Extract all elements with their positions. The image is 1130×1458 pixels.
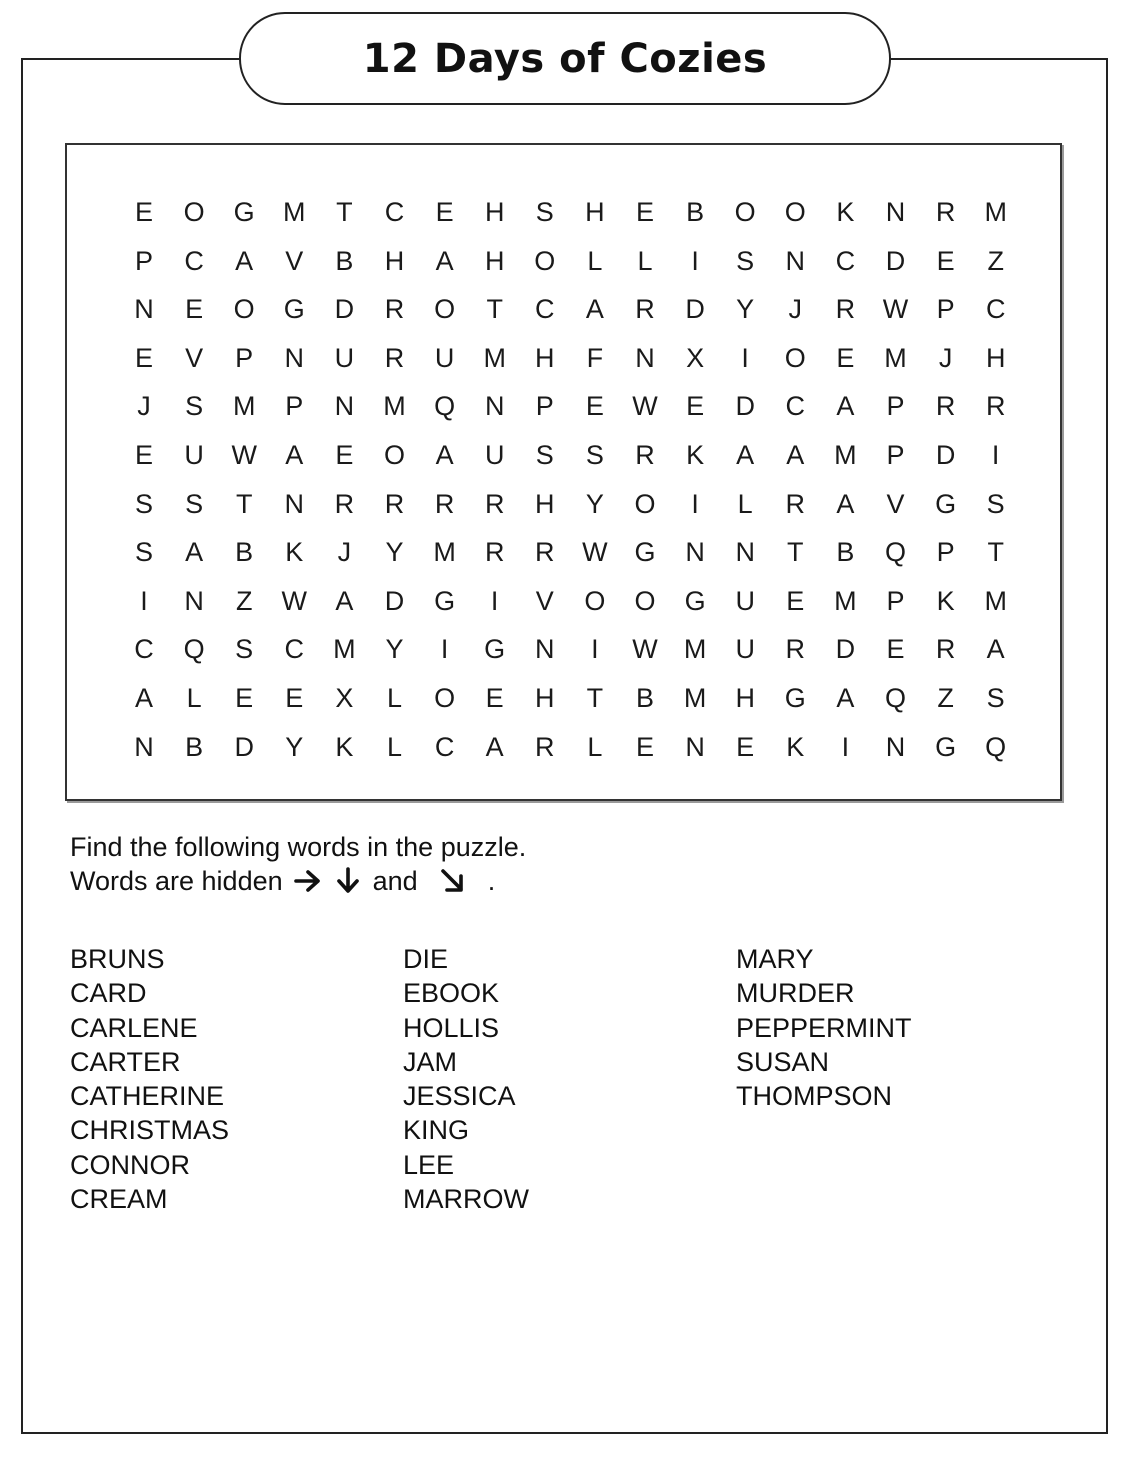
grid-letter: H <box>985 342 1006 373</box>
grid-letter: M <box>884 342 907 373</box>
grid-letter: D <box>685 294 705 325</box>
grid-letter: M <box>283 197 306 227</box>
letter-grid <box>67 145 1060 799</box>
grid-letter: Y <box>285 731 304 762</box>
grid-letter: P <box>936 294 955 325</box>
grid-letter: P <box>535 391 554 422</box>
grid-letter: R <box>334 488 355 519</box>
word-item: CARD <box>70 978 147 1009</box>
grid-letter: N <box>685 731 705 762</box>
grid-letter: Y <box>385 537 404 568</box>
grid-letter: S <box>736 245 755 276</box>
grid-letter: I <box>741 342 749 373</box>
grid-letter: P <box>886 440 905 470</box>
grid-letter: X <box>335 683 354 713</box>
grid-letter: U <box>434 342 455 373</box>
grid-letter: S <box>134 488 153 519</box>
puzzle-grid-box <box>65 143 1062 801</box>
grid-letter: C <box>835 245 856 276</box>
grid-letter: N <box>735 537 755 568</box>
grid-letter: H <box>735 683 755 713</box>
instructions-line-1: Find the following words in the puzzle. <box>70 832 527 862</box>
grid-letter: C <box>434 731 455 762</box>
grid-letter: Y <box>736 294 755 325</box>
grid-letter: K <box>686 440 705 470</box>
grid-letter: C <box>535 294 555 325</box>
grid-letter: E <box>235 683 254 713</box>
grid-letter: W <box>582 537 608 568</box>
word-item: HOLLIS <box>403 1012 500 1043</box>
grid-letter: O <box>434 683 456 713</box>
grid-letter: B <box>836 537 855 568</box>
word-item: CONNOR <box>70 1149 190 1180</box>
grid-letter: D <box>835 634 856 665</box>
grid-letter: A <box>435 440 454 470</box>
grid-letter: L <box>587 245 603 276</box>
grid-letter: P <box>134 245 153 276</box>
grid-letter: N <box>484 391 505 422</box>
and-text: and <box>372 866 418 896</box>
word-item: MARROW <box>403 1184 529 1215</box>
grid-letter: L <box>386 731 403 762</box>
grid-letter: R <box>635 440 655 470</box>
grid-letter: L <box>186 683 202 713</box>
grid-letter: C <box>384 197 405 227</box>
grid-letter: Q <box>985 731 1007 762</box>
grid-letter: D <box>885 245 906 276</box>
grid-letter: A <box>836 488 855 519</box>
grid-letter: N <box>334 391 355 422</box>
grid-letter: T <box>787 537 804 568</box>
grid-letter: V <box>886 488 905 519</box>
grid-letter: T <box>586 683 604 713</box>
grid-letter: R <box>384 294 405 325</box>
grid-letter: R <box>535 537 555 568</box>
grid-letter: O <box>383 440 405 470</box>
word-item: MARY <box>736 944 814 974</box>
grid-letter: Y <box>585 488 604 519</box>
grid-letter: M <box>433 537 456 568</box>
grid-letter: M <box>683 683 707 713</box>
grid-letter: B <box>335 245 354 276</box>
grid-letter: A <box>585 294 604 325</box>
grid-letter: L <box>737 488 753 519</box>
grid-letter: O <box>584 585 606 616</box>
grid-letter: G <box>634 537 656 568</box>
grid-letter: K <box>335 731 354 762</box>
grid-letter: T <box>336 197 353 227</box>
grid-letter: E <box>134 342 153 373</box>
grid-letter: Y <box>385 634 404 665</box>
grid-letter: B <box>185 731 204 762</box>
grid-letter: U <box>735 585 755 616</box>
hidden-prefix: Words are hidden <box>70 866 283 896</box>
grid-letter: J <box>938 342 953 373</box>
grid-letter: N <box>685 537 705 568</box>
grid-letter: U <box>735 634 755 665</box>
grid-letter: O <box>434 294 456 325</box>
grid-letter: C <box>134 634 154 665</box>
word-list-column-3 <box>736 942 912 1113</box>
word-item: MURDER <box>736 978 855 1009</box>
grid-letter: C <box>284 634 305 665</box>
grid-letter: E <box>285 683 304 713</box>
word-item: LEE <box>403 1149 455 1180</box>
grid-letter: V <box>285 245 304 276</box>
grid-letter: X <box>686 342 705 373</box>
grid-letter: T <box>486 294 503 325</box>
grid-letter: T <box>987 537 1004 568</box>
grid-letter: E <box>485 683 504 713</box>
grid-letter: O <box>534 245 556 276</box>
grid-letter: V <box>185 342 204 373</box>
word-item: CHRISTMAS <box>70 1115 230 1146</box>
grid-letter: N <box>134 294 154 325</box>
grid-letter: H <box>384 245 405 276</box>
grid-letter: U <box>484 440 505 470</box>
grid-letter: E <box>585 391 604 422</box>
grid-letter: M <box>984 197 1007 227</box>
grid-letter: H <box>535 342 555 373</box>
grid-letter: D <box>384 585 405 616</box>
grid-letter: A <box>185 537 204 568</box>
grid-letter: D <box>334 294 355 325</box>
grid-letter: T <box>235 488 253 519</box>
grid-letter: H <box>484 245 505 276</box>
grid-letter: E <box>134 197 153 227</box>
grid-letter: L <box>587 731 603 762</box>
grid-letter: R <box>935 391 956 422</box>
grid-letter: A <box>435 245 454 276</box>
grid-letter: H <box>484 197 505 227</box>
arrow-down-icon <box>333 867 363 895</box>
word-item: PEPPERMINT <box>736 1012 912 1043</box>
grid-letter: G <box>935 731 957 762</box>
instructions-line-2 <box>70 864 526 898</box>
word-item: DIE <box>403 944 449 974</box>
grid-letter: S <box>235 634 254 665</box>
grid-letter: R <box>484 537 505 568</box>
grid-letter: U <box>334 342 355 373</box>
grid-letter: P <box>886 391 905 422</box>
grid-letter: S <box>535 197 554 227</box>
grid-letter: S <box>535 440 554 470</box>
grid-letter: N <box>134 731 154 762</box>
grid-letter: I <box>841 731 850 762</box>
grid-letter: D <box>234 731 254 762</box>
grid-letter: I <box>691 245 699 276</box>
grid-letter: R <box>484 488 505 519</box>
grid-letter: A <box>485 731 504 762</box>
grid-letter: K <box>936 585 955 616</box>
grid-letter: N <box>885 731 906 762</box>
grid-letter: Z <box>937 683 954 713</box>
grid-letter: K <box>786 731 805 762</box>
grid-letter: A <box>836 683 855 713</box>
grid-letter: V <box>535 585 554 616</box>
grid-letter: I <box>691 488 699 519</box>
grid-letter: K <box>285 537 304 568</box>
grid-letter: B <box>235 537 254 568</box>
grid-letter: W <box>231 440 257 470</box>
grid-letter: I <box>440 634 449 665</box>
grid-letter: S <box>585 440 604 470</box>
word-item: JESSICA <box>403 1081 516 1112</box>
grid-letter: E <box>836 342 855 373</box>
grid-letter: P <box>886 585 905 616</box>
grid-letter: E <box>185 294 204 325</box>
word-item: EBOOK <box>403 978 500 1009</box>
grid-letter: C <box>785 391 806 422</box>
word-list-column-1 <box>70 942 229 1216</box>
grid-letter: R <box>935 634 956 665</box>
arrow-right-icon <box>293 867 323 895</box>
page-title: 12 Days of Cozies <box>362 35 768 82</box>
grid-letter: S <box>986 488 1005 519</box>
arrow-down-right-icon <box>438 867 468 895</box>
grid-letter: P <box>235 342 254 373</box>
grid-letter: S <box>134 537 153 568</box>
grid-letter: G <box>233 197 255 227</box>
grid-letter: D <box>735 391 755 422</box>
word-item: CARTER <box>70 1046 181 1077</box>
word-item: SUSAN <box>736 1046 830 1077</box>
grid-letter: A <box>285 440 304 470</box>
grid-letter: N <box>284 488 305 519</box>
grid-letter: A <box>235 245 254 276</box>
grid-letter: Q <box>183 634 205 665</box>
period-text: . <box>487 866 496 896</box>
grid-letter: D <box>935 440 956 470</box>
grid-letter: R <box>785 634 806 665</box>
grid-letter: E <box>335 440 354 470</box>
grid-letter: M <box>383 391 406 422</box>
grid-letter: P <box>285 391 304 422</box>
grid-letter: P <box>936 537 955 568</box>
grid-letter: N <box>535 634 555 665</box>
grid-letter: S <box>185 391 204 422</box>
grid-letter: R <box>785 488 806 519</box>
grid-letter: E <box>134 440 153 470</box>
grid-letter: R <box>384 342 405 373</box>
grid-letter: M <box>483 342 506 373</box>
grid-letter: L <box>637 245 653 276</box>
grid-letter: R <box>384 488 405 519</box>
grid-letter: E <box>686 391 705 422</box>
word-item: CREAM <box>70 1184 168 1215</box>
grid-letter: E <box>736 731 755 762</box>
grid-letter: U <box>184 440 204 470</box>
grid-letter: I <box>140 585 148 616</box>
word-item: THOMPSON <box>736 1081 893 1112</box>
grid-letter: Q <box>884 537 906 568</box>
grid-letter: M <box>834 440 857 470</box>
grid-letter: M <box>333 634 356 665</box>
grid-letter: O <box>734 197 756 227</box>
grid-letter: R <box>835 294 856 325</box>
grid-letter: G <box>434 585 456 616</box>
grid-letter: J <box>137 391 151 422</box>
grid-letter: C <box>985 294 1006 325</box>
grid-letter: W <box>632 634 658 665</box>
grid-letter: O <box>784 197 806 227</box>
grid-letter: Z <box>987 245 1004 276</box>
grid-letter: Z <box>235 585 253 616</box>
grid-letter: R <box>635 294 655 325</box>
grid-letter: K <box>836 197 855 227</box>
grid-letter: S <box>185 488 204 519</box>
grid-letter: N <box>184 585 204 616</box>
grid-letter: A <box>134 683 153 713</box>
grid-letter: Q <box>884 683 906 713</box>
word-list-column-2 <box>403 942 529 1216</box>
grid-letter: M <box>683 634 707 665</box>
grid-letter: E <box>936 245 955 276</box>
word-item: JAM <box>403 1046 457 1077</box>
grid-letter: L <box>386 683 403 713</box>
grid-letter: S <box>986 683 1005 713</box>
grid-letter: O <box>233 294 255 325</box>
grid-letter: A <box>335 585 354 616</box>
grid-letter: R <box>985 391 1006 422</box>
grid-letter: I <box>591 634 599 665</box>
grid-letter: C <box>184 245 204 276</box>
grid-letter: M <box>834 585 857 616</box>
grid-letter: N <box>635 342 655 373</box>
grid-letter: O <box>634 585 656 616</box>
grid-letter: G <box>283 294 305 325</box>
word-item: CATHERINE <box>70 1081 225 1112</box>
grid-letter: B <box>686 197 705 227</box>
grid-letter: W <box>281 585 308 616</box>
grid-letter: N <box>785 245 806 276</box>
grid-letter: W <box>882 294 909 325</box>
grid-letter: A <box>736 440 755 470</box>
grid-letter: O <box>784 342 806 373</box>
grid-letter: M <box>984 585 1007 616</box>
grid-letter: A <box>986 634 1005 665</box>
grid-letter: A <box>836 391 855 422</box>
grid-letter: G <box>784 683 806 713</box>
grid-letter: G <box>684 585 706 616</box>
grid-letter: E <box>786 585 805 616</box>
grid-letter: Q <box>434 391 456 422</box>
grid-letter: R <box>434 488 455 519</box>
grid-letter: R <box>535 731 555 762</box>
grid-letter: E <box>435 197 454 227</box>
word-item: BRUNS <box>70 944 165 974</box>
grid-letter: E <box>635 197 654 227</box>
grid-letter: J <box>337 537 352 568</box>
grid-letter: I <box>991 440 1000 470</box>
grid-letter: B <box>635 683 654 713</box>
grid-letter: F <box>586 342 604 373</box>
grid-letter: H <box>535 488 555 519</box>
title-banner <box>239 12 891 105</box>
grid-letter: R <box>935 197 956 227</box>
grid-letter: J <box>788 294 803 325</box>
grid-letter: E <box>635 731 654 762</box>
grid-letter: N <box>885 197 906 227</box>
grid-letter: M <box>232 391 256 422</box>
grid-letter: A <box>786 440 805 470</box>
grid-letter: G <box>484 634 506 665</box>
grid-letter: O <box>183 197 205 227</box>
grid-letter: N <box>284 342 305 373</box>
word-item: CARLENE <box>70 1012 198 1043</box>
grid-letter: E <box>886 634 905 665</box>
grid-letter: G <box>935 488 957 519</box>
word-item: KING <box>403 1115 470 1146</box>
grid-letter: H <box>535 683 555 713</box>
grid-letter: I <box>490 585 499 616</box>
grid-letter: W <box>632 391 658 422</box>
instructions <box>70 830 526 898</box>
grid-letter: H <box>585 197 605 227</box>
grid-letter: O <box>634 488 656 519</box>
